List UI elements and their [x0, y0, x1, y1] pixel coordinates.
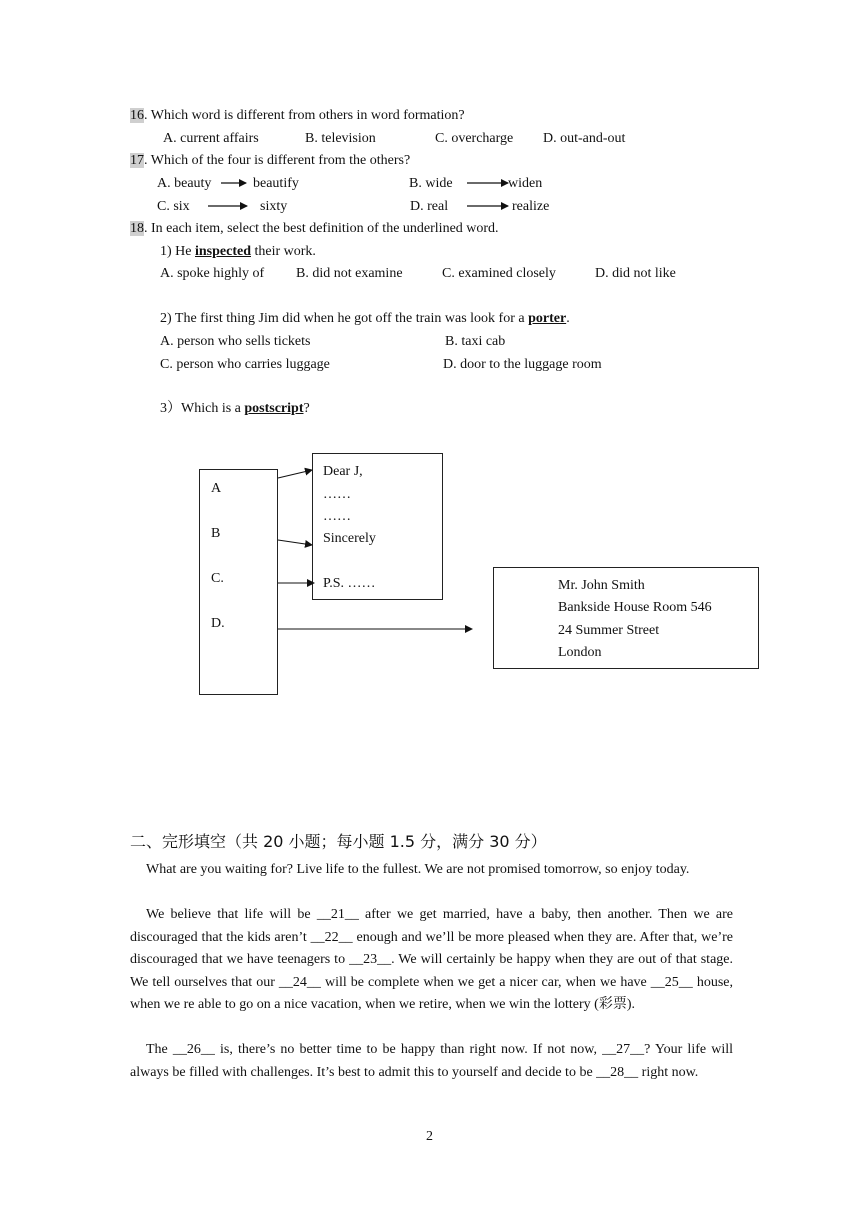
letter-closing: Sincerely — [323, 531, 376, 546]
address-line: Mr. John Smith — [558, 578, 645, 593]
question-18-stem: 18. In each item, select the best definition of the underlined word. — [130, 221, 499, 236]
q18-item2-option-a: A. person who sells tickets — [160, 334, 311, 349]
passage-paragraph: We believe that life will be __21__ after we get married, have a baby, then another. Then we are discouraged that the kids aren’t __22__ enough and we’ll be more pleased when they are. After that, we’re discouraged that we have teenagers to __23__. We will certainly be happy when they are out of that stage. We tell ourselves that our __24__ will be complete when we get a nicer car, when we have __25__ house, when we re able to go on a nice vacation, when we retire, when we win the lottery (彩票). — [130, 907, 733, 1012]
letter-salutation: Dear J, — [323, 464, 363, 479]
q17-option-a-label: A. beauty — [157, 176, 212, 191]
underlined-word: postscript — [244, 401, 304, 416]
question-number: 16 — [130, 108, 144, 123]
q18-item2-option-c: C. person who carries luggage — [160, 357, 330, 372]
question-17-stem: 17. Which of the four is different from the others? — [130, 153, 411, 168]
letter-body-line: …… — [323, 509, 351, 524]
q17-option-b-target: widen — [508, 176, 543, 191]
q17-option-c-target: sixty — [260, 199, 288, 214]
choice-d: D. — [211, 616, 225, 631]
q18-item1-option-d: D. did not like — [595, 266, 676, 281]
choice-a: A — [211, 481, 222, 496]
question-number: 18 — [130, 221, 144, 236]
choice-c: C. — [211, 571, 224, 586]
question-number: 17 — [130, 153, 144, 168]
page-number: 2 — [426, 1129, 433, 1144]
q18-item1-sentence: 1) He inspected their work. — [160, 244, 316, 259]
passage-paragraph: The __26__ is, there’s no better time to be happy than right now. If not now, __27__? Your life will always be filled with challenges. It’s best to admit this to yourself and decide to be __28__ right now. — [130, 1042, 733, 1080]
passage-paragraph: What are you waiting for? Live life to the fullest. We are not promised tomorrow, so enjoy today. — [146, 862, 690, 877]
q16-option-c: C. overcharge — [435, 131, 514, 146]
q17-option-c-label: C. six — [157, 199, 190, 214]
underlined-word: porter — [528, 311, 567, 326]
address-line: 24 Summer Street — [558, 623, 660, 638]
underlined-word: inspected — [195, 244, 251, 259]
address-line: London — [558, 645, 602, 660]
q16-option-a: A. current affairs — [163, 131, 259, 146]
question-16-stem: 16. Which word is different from others in word formation? — [130, 108, 465, 123]
q17-option-d-label: D. real — [410, 199, 449, 214]
q18-item1-option-a: A. spoke highly of — [160, 266, 265, 281]
letter-postscript: P.S. …… — [323, 576, 376, 591]
arrow-a — [278, 470, 312, 478]
q18-item2-option-d: D. door to the luggage room — [443, 357, 602, 372]
q17-option-b-label: B. wide — [409, 176, 453, 191]
q18-item3-sentence: 3）Which is a postscript? — [160, 401, 310, 416]
q18-item1-option-c: C. examined closely — [442, 266, 556, 281]
address-line: Bankside House Room 546 — [558, 600, 712, 615]
q18-item2-option-b: B. taxi cab — [445, 334, 506, 349]
q16-option-b: B. television — [305, 131, 376, 146]
q17-option-d-target: realize — [512, 199, 550, 214]
choice-b: B — [211, 526, 221, 541]
arrow-b — [278, 540, 312, 545]
q18-item2-sentence: 2) The first thing Jim did when he got off the train was look for a porter. — [160, 311, 570, 326]
section-heading: 二、完形填空（共 20 小题；每小题 1.5 分，满分 30 分） — [130, 832, 547, 851]
q17-option-a-target: beautify — [253, 176, 299, 191]
q18-item1-option-b: B. did not examine — [296, 266, 403, 281]
q16-option-d: D. out-and-out — [543, 131, 626, 146]
letter-body-line: …… — [323, 487, 351, 502]
